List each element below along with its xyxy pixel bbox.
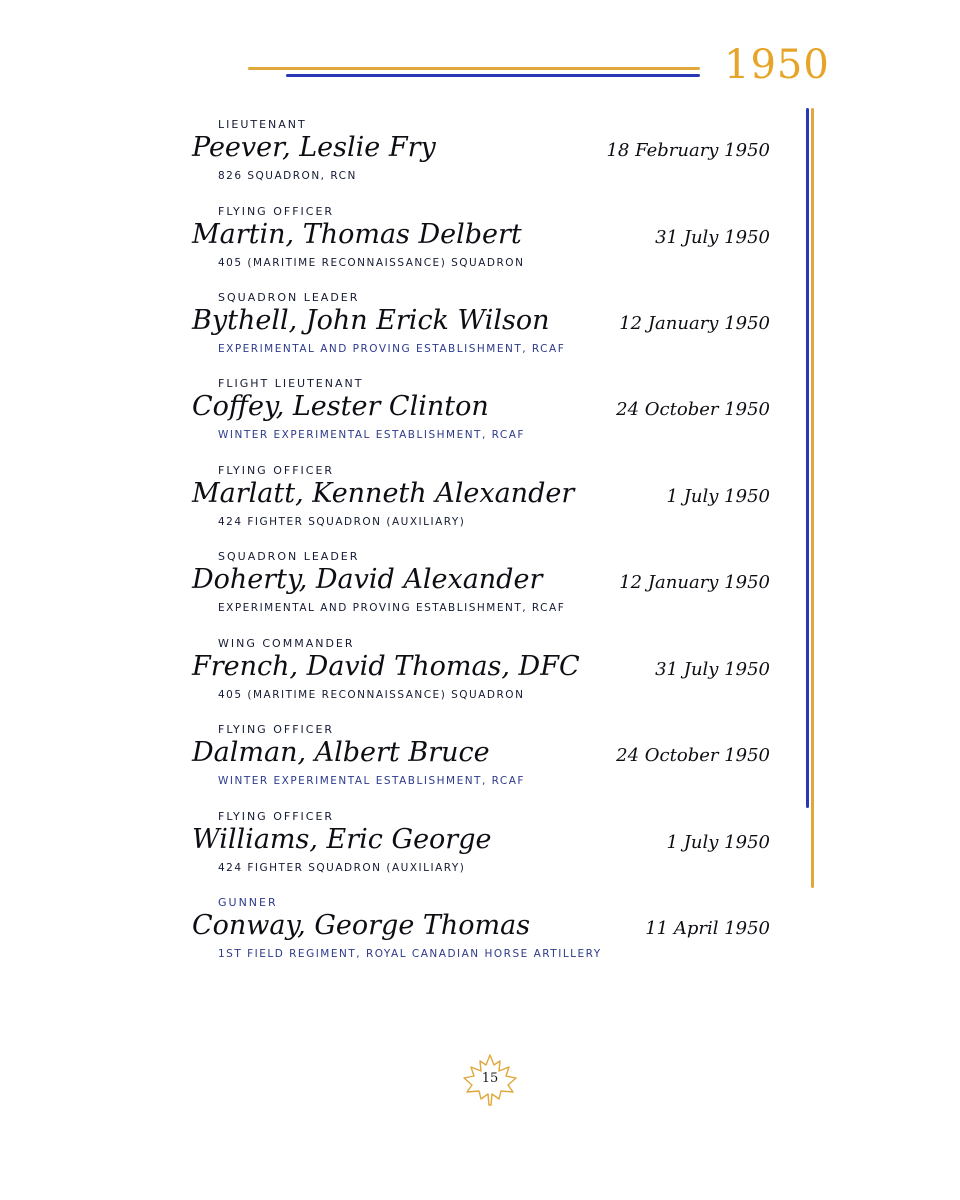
memorial-entry <box>192 896 792 982</box>
memorial-entry <box>192 464 792 550</box>
entry-name: Doherty, David Alexander <box>192 564 543 595</box>
entry-name: Bythell, John Erick Wilson <box>192 305 550 336</box>
entry-rank: SQUADRON LEADER <box>218 291 360 304</box>
entry-unit: 405 (MARITIME RECONNAISSANCE) SQUADRON <box>218 257 525 269</box>
entry-date: 1 July 1950 <box>666 486 770 507</box>
header-rule-blue <box>286 74 700 77</box>
page-number: 15 <box>481 1071 499 1086</box>
entry-name: French, David Thomas, DFC <box>192 651 580 682</box>
entry-rank: SQUADRON LEADER <box>218 550 360 563</box>
entry-name: Coffey, Lester Clinton <box>192 391 489 422</box>
entry-rank: FLYING OFFICER <box>218 464 335 477</box>
entry-unit: EXPERIMENTAL AND PROVING ESTABLISHMENT, RCAF <box>218 343 566 355</box>
entry-rank: GUNNER <box>218 896 278 909</box>
entry-unit: 405 (MARITIME RECONNAISSANCE) SQUADRON <box>218 689 525 701</box>
entry-rank: LIEUTENANT <box>218 118 307 131</box>
page-year: 1950 <box>724 42 830 88</box>
entry-date: 24 October 1950 <box>616 745 770 766</box>
entry-rank: FLIGHT LIEUTENANT <box>218 377 364 390</box>
entry-rank: FLYING OFFICER <box>218 205 335 218</box>
memorial-entry <box>192 118 792 204</box>
entry-date: 18 February 1950 <box>606 140 770 161</box>
entry-name: Marlatt, Kenneth Alexander <box>192 478 575 509</box>
side-rule-gold <box>811 108 814 888</box>
entry-rank: WING COMMANDER <box>218 637 355 650</box>
entry-unit: 1ST FIELD REGIMENT, ROYAL CANADIAN HORSE ARTILLERY <box>218 948 602 960</box>
entry-unit: WINTER EXPERIMENTAL ESTABLISHMENT, RCAF <box>218 775 525 787</box>
entry-date: 1 July 1950 <box>666 832 770 853</box>
side-rule-blue <box>806 108 809 808</box>
header-rule-gold <box>248 67 700 70</box>
memorial-entry <box>192 377 792 463</box>
entry-date: 31 July 1950 <box>655 659 770 680</box>
memorial-entry <box>192 810 792 896</box>
entry-name: Peever, Leslie Fry <box>192 132 436 163</box>
memorial-entry <box>192 637 792 723</box>
entry-rank: FLYING OFFICER <box>218 723 335 736</box>
entry-date: 12 January 1950 <box>619 572 770 593</box>
memorial-entry <box>192 291 792 377</box>
entry-date: 11 April 1950 <box>645 918 770 939</box>
entry-date: 24 October 1950 <box>616 399 770 420</box>
entry-name: Conway, George Thomas <box>192 910 531 941</box>
entry-unit: WINTER EXPERIMENTAL ESTABLISHMENT, RCAF <box>218 429 525 441</box>
entry-unit: EXPERIMENTAL AND PROVING ESTABLISHMENT, RCAF <box>218 602 566 614</box>
entry-unit: 826 SQUADRON, RCN <box>218 170 357 182</box>
entry-rank: FLYING OFFICER <box>218 810 335 823</box>
memorial-entry <box>192 205 792 291</box>
entry-date: 31 July 1950 <box>655 227 770 248</box>
memorial-entry <box>192 550 792 636</box>
memorial-entry <box>192 723 792 809</box>
entry-name: Dalman, Albert Bruce <box>192 737 490 768</box>
entry-unit: 424 FIGHTER SQUADRON (AUXILIARY) <box>218 516 466 528</box>
entry-unit: 424 FIGHTER SQUADRON (AUXILIARY) <box>218 862 466 874</box>
entry-name: Williams, Eric George <box>192 824 492 855</box>
entry-name: Martin, Thomas Delbert <box>192 219 522 250</box>
entry-date: 12 January 1950 <box>619 313 770 334</box>
